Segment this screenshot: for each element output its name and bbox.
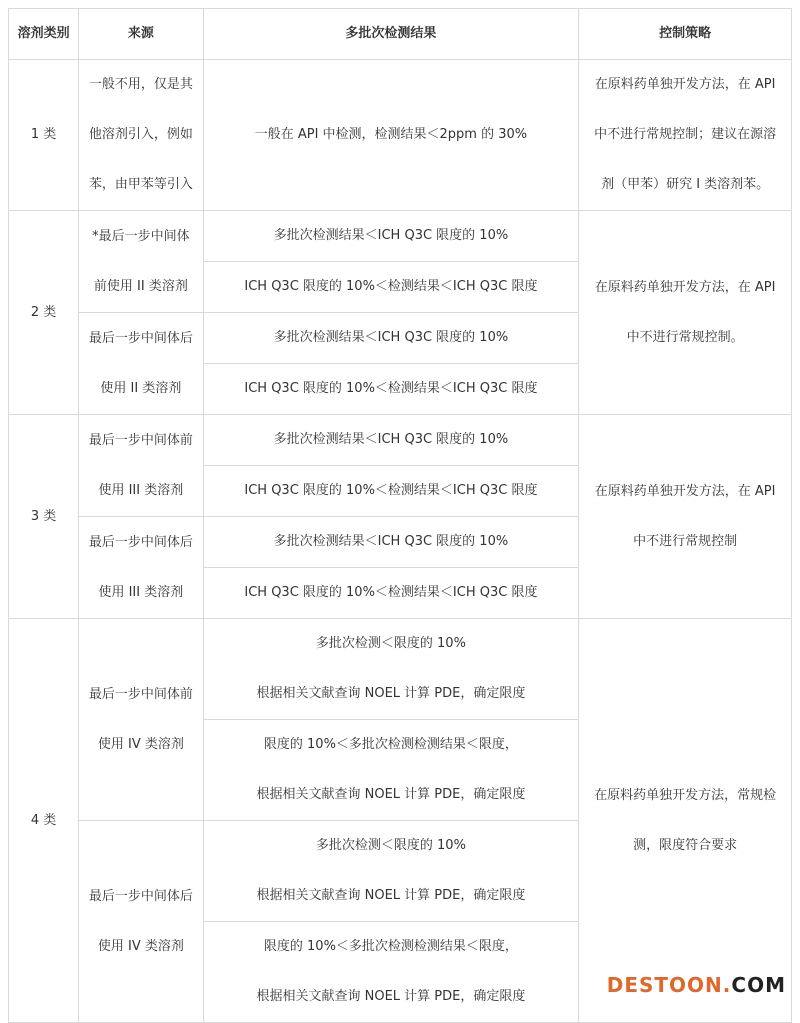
class4-result-line: 多批次检测＜限度的 10%: [315, 838, 466, 853]
watermark-right: COM: [731, 973, 786, 997]
class3-strategy-line: 在原料药单独开发方法，在 API: [594, 483, 776, 499]
class2-result: 多批次检测结果＜ICH Q3C 限度的 10%: [203, 211, 579, 262]
class4-strategy: [579, 619, 792, 1023]
class2-source-b-line: 最后一步中间体后: [88, 330, 193, 346]
class4-row: [9, 619, 792, 720]
class2-strategy-line: 中不进行常规控制。: [626, 329, 744, 345]
class1-source: [79, 60, 203, 211]
class2-source-b: [79, 313, 203, 415]
class3-result: 多批次检测结果＜ICH Q3C 限度的 10%: [203, 415, 579, 466]
class3-strategy: [579, 415, 792, 619]
class3-source-a-line: 最后一步中间体前: [88, 432, 193, 448]
class4-result: [203, 821, 579, 922]
class3-result: ICH Q3C 限度的 10%＜检测结果＜ICH Q3C 限度: [203, 568, 579, 619]
class4-result: [203, 619, 579, 720]
class4-result: [203, 922, 579, 1023]
class4-source-b: [79, 821, 203, 1023]
class4-result-line: 限度的 10%＜多批次检测检测结果＜限度，: [263, 737, 518, 752]
class3-category: 3 类: [9, 415, 79, 619]
class2-source-a: [79, 211, 203, 313]
class3-source-b: [79, 517, 203, 619]
class3-result: ICH Q3C 限度的 10%＜检测结果＜ICH Q3C 限度: [203, 466, 579, 517]
class3-strategy-line: 中不进行常规控制: [633, 533, 738, 549]
solvent-control-table: [8, 8, 792, 1023]
class1-source-line: 苯，由甲苯等引入: [88, 177, 193, 192]
header-source: 来源: [79, 9, 203, 60]
class2-result: ICH Q3C 限度的 10%＜检测结果＜ICH Q3C 限度: [203, 364, 579, 415]
class4-strategy-line: 在原料药单独开发方法，常规检: [594, 787, 777, 803]
class4-source-b-line: 最后一步中间体后: [88, 888, 193, 904]
class4-source-a: [79, 619, 203, 821]
class2-source-b-line: 使用 II 类溶剂: [100, 380, 182, 396]
class3-source-b-line: 最后一步中间体后: [88, 534, 193, 550]
class3-source-a: [79, 415, 203, 517]
header-row: [9, 9, 792, 60]
class2-result: ICH Q3C 限度的 10%＜检测结果＜ICH Q3C 限度: [203, 262, 579, 313]
class1-source-line: 一般不用，仅是其: [88, 77, 193, 92]
class3-row: [9, 415, 792, 466]
class4-source-a-line: 最后一步中间体前: [88, 686, 193, 702]
class4-result: [203, 720, 579, 821]
class1-strategy-line: 中不进行常规控制；建议在源溶: [594, 127, 777, 142]
class4-source-b-line: 使用 IV 类溶剂: [97, 938, 184, 954]
class1-category: 1 类: [9, 60, 79, 211]
watermark-dot: .: [722, 973, 732, 997]
class2-strategy: [579, 211, 792, 415]
header-category: 溶剂类别: [9, 9, 79, 60]
class2-category: 2 类: [9, 211, 79, 415]
class1-strategy: [579, 60, 792, 211]
class4-result-line: 多批次检测＜限度的 10%: [315, 636, 466, 651]
header-strategy: 控制策略: [579, 9, 792, 60]
class1-row: [9, 60, 792, 211]
class2-strategy-line: 在原料药单独开发方法，在 API: [594, 279, 776, 295]
class4-result-line: 根据相关文献查询 NOEL 计算 PDE，确定限度: [256, 686, 526, 701]
class1-strategy-line: 在原料药单独开发方法，在 API: [594, 77, 776, 92]
class4-strategy-line: 测，限度符合要求: [633, 837, 738, 853]
class2-source-a-line: *最后一步中间体: [92, 228, 190, 244]
class3-source-b-line: 使用 III 类溶剂: [98, 584, 184, 600]
header-results: 多批次检测结果: [203, 9, 579, 60]
class1-result: 一般在 API 中检测，检测结果＜2ppm 的 30%: [203, 60, 579, 211]
class4-result-line: 根据相关文献查询 NOEL 计算 PDE，确定限度: [256, 989, 526, 1004]
class4-result-line: 根据相关文献查询 NOEL 计算 PDE，确定限度: [256, 787, 526, 802]
class3-result: 多批次检测结果＜ICH Q3C 限度的 10%: [203, 517, 579, 568]
destoon-watermark: [607, 973, 786, 997]
class4-category: 4 类: [9, 619, 79, 1023]
class1-source-line: 他溶剂引入，例如: [88, 127, 193, 142]
watermark-left: DESTOON: [606, 973, 723, 997]
class4-result-line: 限度的 10%＜多批次检测检测结果＜限度，: [263, 939, 518, 954]
class2-source-a-line: 前使用 II 类溶剂: [93, 278, 188, 294]
class4-result-line: 根据相关文献查询 NOEL 计算 PDE，确定限度: [256, 888, 526, 903]
class3-source-a-line: 使用 III 类溶剂: [98, 482, 184, 498]
class2-row: [9, 211, 792, 262]
class2-result: 多批次检测结果＜ICH Q3C 限度的 10%: [203, 313, 579, 364]
class4-source-a-line: 使用 IV 类溶剂: [97, 736, 184, 752]
class1-strategy-line: 剂（甲苯）研究 I 类溶剂苯。: [601, 177, 770, 192]
